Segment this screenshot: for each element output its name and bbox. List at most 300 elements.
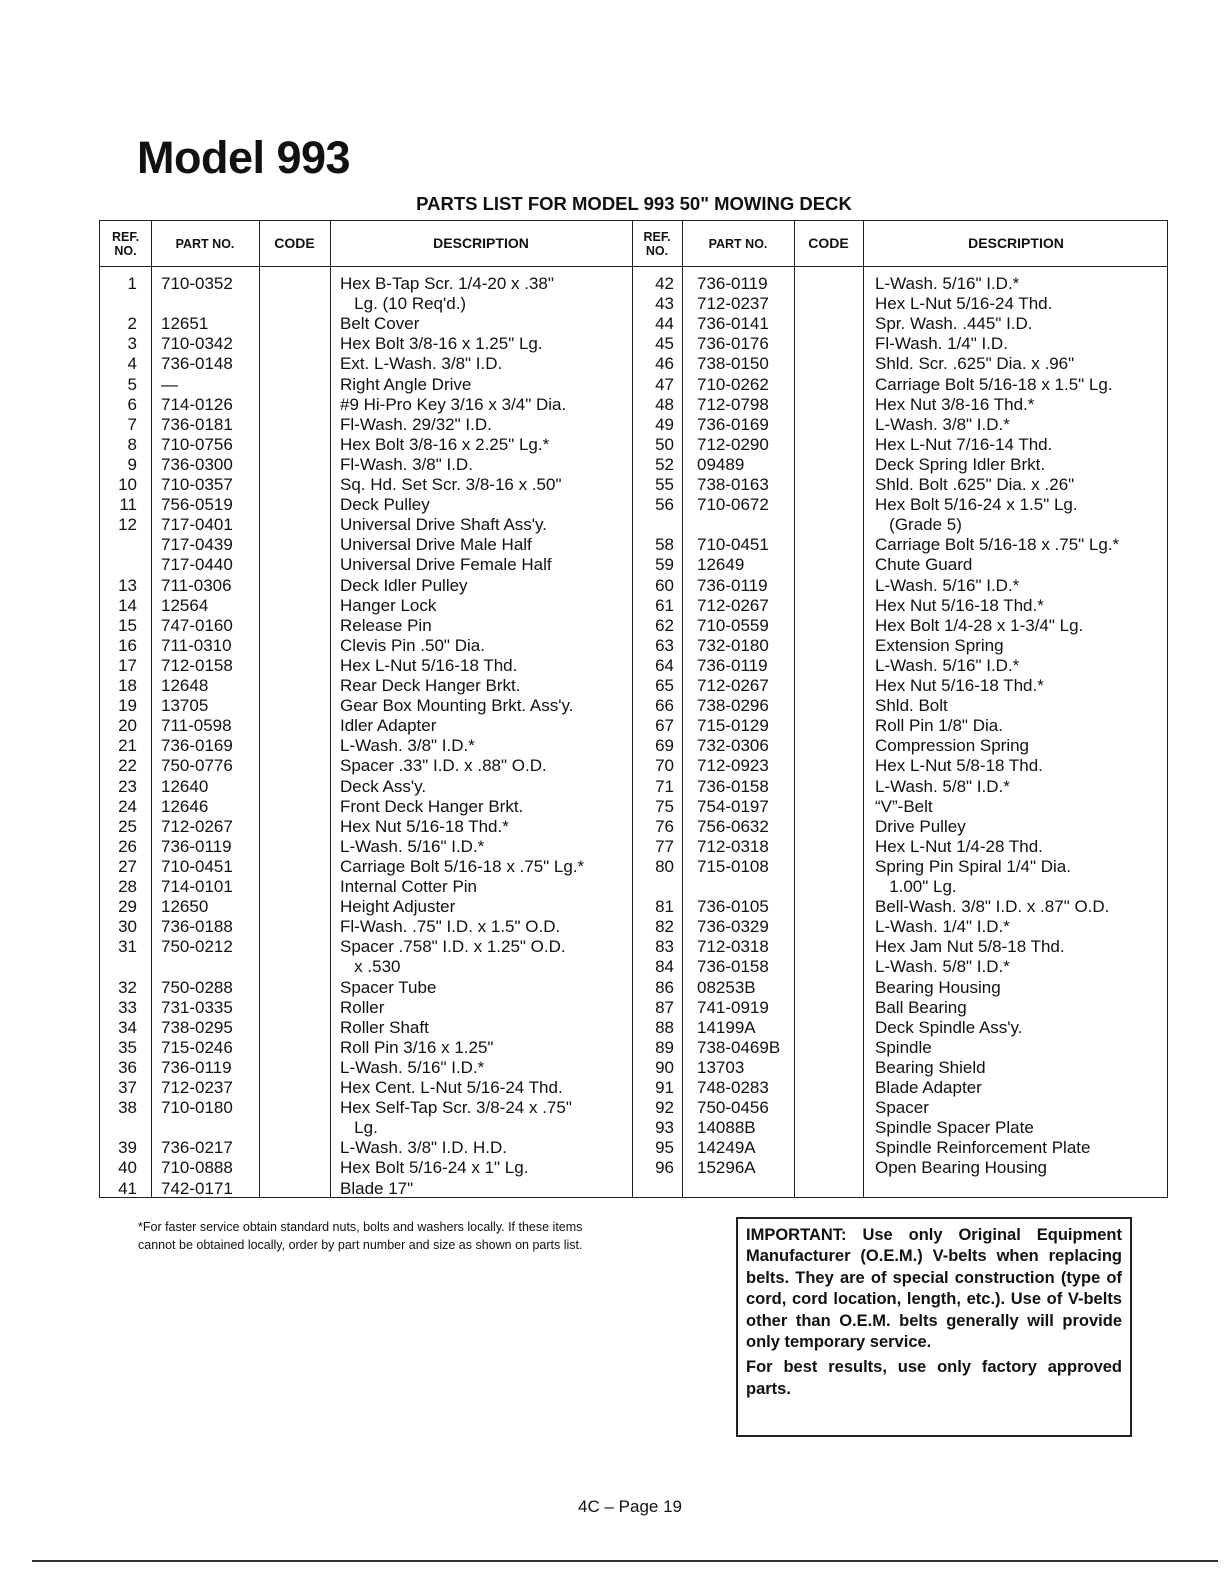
ref-no-cell: 52 [655,454,674,474]
part-no-cell: 712-0923 [697,756,769,776]
part-no-cell: — [161,374,178,394]
table-row [100,978,1167,998]
description-cell: Hex L-Nut 1/4-28 Thd. [875,836,1043,856]
description-cell: Carriage Bolt 5/16-18 x 1.5" Lg. [875,374,1113,394]
table-row [100,1018,1167,1038]
table-row [100,777,1167,797]
description-cell: L-Wash. 5/16" I.D.* [340,1057,485,1077]
description-cell: Hex Bolt 3/8-16 x 1.25" Lg. [340,334,543,354]
part-no-cell: 732-0306 [697,736,769,756]
description-cell: x .530 [340,957,401,977]
ref-no-cell: 16 [118,635,137,655]
ref-no-cell: 89 [655,1037,674,1057]
table-row [100,274,1167,294]
description-cell: Spacer [875,1098,929,1118]
description-cell: Bearing Shield [875,1057,986,1077]
description-cell: “V”-Belt [875,796,933,816]
ref-no-cell: 7 [127,414,137,434]
description-cell: Universal Drive Female Half [340,555,552,575]
part-no-cell: 711-0598 [161,716,232,736]
table-title: PARTS LIST FOR MODEL 993 50" MOWING DECK [416,193,852,214]
ref-no-cell: 66 [655,696,674,716]
description-cell: Right Angle Drive [340,374,472,394]
table-row [100,354,1167,374]
table-row [100,716,1167,736]
description-cell: Drive Pulley [875,816,966,836]
part-no-cell: 742-0171 [161,1178,233,1198]
description-cell: Shld. Bolt [875,696,948,716]
ref-no-cell: 71 [655,776,674,796]
description-cell: L-Wash. 5/16" I.D.* [340,836,485,856]
part-no-cell: 712-0237 [697,294,769,314]
description-cell: Carriage Bolt 5/16-18 x .75" Lg.* [875,535,1120,555]
description-cell: Blade Adapter [875,1078,982,1097]
part-no-cell: 736-0329 [697,917,769,937]
description-cell: Lg. [340,1118,378,1138]
part-no-cell: 736-0148 [161,354,233,374]
ref-no-cell: 28 [118,877,137,896]
part-no-cell: 736-0105 [697,897,769,917]
ref-no-cell: 93 [655,1118,674,1138]
part-no-cell: 736-0119 [697,655,768,675]
description-cell: Hanger Lock [340,595,437,615]
part-no-cell: 712-0318 [697,836,769,856]
ref-no-cell: 31 [118,937,137,957]
ref-no-cell: 77 [655,836,674,856]
part-no-cell: 750-0212 [161,937,233,957]
table-row [100,917,1167,937]
ref-no-cell: 6 [127,394,137,414]
description-cell: Hex Cent. L-Nut 5/16-24 Thd. [340,1078,563,1097]
description-cell: Deck Ass'y. [340,776,427,796]
ref-no-cell: 26 [118,836,137,856]
ref-no-cell: 24 [118,796,137,816]
part-no-cell: 750-0776 [161,756,233,776]
part-no-cell: 736-0300 [161,454,233,474]
description-cell: Shld. Scr. .625" Dia. x .96" [875,354,1075,374]
table-row [100,736,1167,756]
part-no-cell: 741-0919 [697,997,769,1017]
ref-no-cell: 37 [118,1078,137,1097]
description-cell: Spacer .758" I.D. x 1.25" O.D. [340,937,566,957]
description-cell: 1.00" Lg. [875,877,957,896]
ref-no-cell: 56 [655,495,674,515]
table-row [100,555,1167,575]
part-no-cell: 15296A [697,1158,756,1178]
description-cell: L-Wash. 5/8" I.D.* [875,957,1010,977]
table-row [100,576,1167,596]
table-row [100,817,1167,837]
ref-no-cell: 69 [655,736,674,756]
ref-no-cell: 27 [118,856,137,876]
header-code: CODE [274,235,315,251]
table-row [100,314,1167,334]
ref-no-cell: 35 [118,1037,137,1057]
best-results-text: For best results, use only factory approved parts. [746,1358,1122,1398]
description-cell: Lg. (10 Req'd.) [340,294,467,314]
part-no-cell: 736-0141 [697,314,769,334]
part-no-cell: 712-0267 [697,595,769,615]
part-no-cell: 712-0798 [697,394,769,414]
table-row [100,596,1167,616]
part-no-cell: 736-0119 [697,274,768,293]
ref-no-cell: 55 [655,475,674,494]
description-cell: Roll Pin 1/8" Dia. [875,716,1003,736]
part-no-cell: 714-0126 [161,394,233,414]
description-cell: L-Wash. 3/8" I.D. H.D. [340,1138,507,1158]
table-row [100,455,1167,475]
part-no-cell: 14249A [697,1138,756,1158]
description-cell: Hex Bolt 5/16-24 x 1.5" Lg. [875,495,1078,515]
description-cell: Spindle Reinforcement Plate [875,1138,1091,1158]
part-no-cell: 12649 [697,555,745,575]
ref-no-cell: 62 [655,615,674,635]
description-cell: Universal Drive Male Half [340,535,532,555]
description-cell: Gear Box Mounting Brkt. Ass'y. [340,696,574,716]
ref-no-cell: 1 [127,274,137,293]
ref-no-cell: 84 [655,957,674,977]
ref-no-cell: 30 [118,917,137,937]
table-row [100,1078,1167,1098]
ref-no-cell: 67 [655,716,674,736]
part-no-cell: 715-0108 [697,856,769,876]
table-row [100,435,1167,455]
part-no-cell: 13705 [161,696,209,716]
part-no-cell: 710-0357 [161,475,233,494]
important-text: IMPORTANT: Use only Original Equipment Manufacturer (O.E.M.) V-belts when replacing belts. They are of special construction (type of cord, cord location, length, etc.). Use of V-belts other than O.E.M. belts generally will provide only temporary service. [746,1226,1122,1352]
description-cell: Spacer .33" I.D. x .88" O.D. [340,756,547,776]
table-row [100,415,1167,435]
part-no-cell: 736-0119 [697,575,768,595]
part-no-cell: 711-0306 [161,575,232,595]
table-row [100,1098,1167,1118]
description-cell: Spindle [875,1037,932,1057]
part-no-cell: 14088B [697,1118,756,1138]
part-no-cell: 710-0262 [697,374,769,394]
ref-no-cell: 90 [655,1057,674,1077]
ref-no-cell: 82 [655,917,674,937]
ref-no-cell: 2 [127,314,137,334]
page-title: Model 993 [137,132,351,183]
header-divider [100,266,1167,267]
description-cell: #9 Hi-Pro Key 3/16 x 3/4" Dia. [340,394,567,414]
part-no-cell: 736-0119 [161,1057,232,1077]
ref-no-cell: 43 [655,294,674,314]
description-cell: Hex B-Tap Scr. 1/4-20 x .38" [340,274,554,293]
header-ref-no: REF. NO. [643,229,671,258]
header-description: DESCRIPTION [433,235,529,251]
part-no-cell: 14199A [697,1017,756,1037]
ref-no-cell: 75 [655,796,674,816]
part-no-cell: 736-0158 [697,957,769,977]
description-cell: Hex Self-Tap Scr. 3/8-24 x .75" [340,1098,572,1118]
part-no-cell: 717-0401 [161,515,233,535]
part-no-cell: 12650 [161,897,209,917]
description-cell: Hex Bolt 5/16-24 x 1" Lg. [340,1158,529,1178]
ref-no-cell: 60 [655,575,674,595]
table-row [100,1058,1167,1078]
header-description: DESCRIPTION [968,235,1064,251]
ref-no-cell: 44 [655,314,674,334]
part-no-cell: 715-0129 [697,716,769,736]
description-cell: Hex Jam Nut 5/8-18 Thd. [875,937,1065,957]
description-cell: Fl-Wash. 29/32" I.D. [340,414,492,434]
description-cell: Shld. Bolt .625" Dia. x .26" [875,475,1075,494]
part-no-cell: 712-0237 [161,1078,233,1097]
part-no-cell: 710-0756 [161,434,233,454]
part-no-cell: 736-0158 [697,776,769,796]
description-cell: Rear Deck Hanger Brkt. [340,676,521,695]
table-row [100,837,1167,857]
ref-no-cell: 20 [118,716,137,736]
description-cell: Universal Drive Shaft Ass'y. [340,515,547,535]
part-no-cell: 738-0150 [697,354,769,374]
description-cell: Hex Nut 5/16-18 Thd.* [875,676,1044,695]
description-cell: Internal Cotter Pin [340,877,478,896]
description-cell: L-Wash. 5/16" I.D.* [875,575,1020,595]
part-no-cell: 712-0267 [697,676,769,695]
description-cell: Release Pin [340,615,432,635]
ref-no-cell: 49 [655,414,674,434]
ref-no-cell: 63 [655,635,674,655]
ref-no-cell: 14 [118,595,137,615]
description-cell: Ball Bearing [875,997,967,1017]
description-cell: L-Wash. 3/8" I.D.* [875,414,1010,434]
ref-no-cell: 42 [655,274,674,293]
ref-no-cell: 50 [655,434,674,454]
description-cell: Idler Adapter [340,716,437,736]
part-no-cell: 717-0440 [161,555,233,575]
ref-no-cell: 70 [655,756,674,776]
table-row [100,1118,1167,1138]
part-no-cell: 731-0335 [161,997,233,1017]
ref-no-cell: 4 [127,354,137,374]
ref-no-cell: 86 [655,977,674,997]
description-cell: Spindle Spacer Plate [875,1118,1034,1138]
ref-no-cell: 5 [127,374,137,394]
ref-no-cell: 38 [118,1098,137,1118]
description-cell: Spring Pin Spiral 1/4" Dia. [875,856,1071,876]
table-row [100,897,1167,917]
description-cell: Roller [340,997,385,1017]
description-cell: Fl-Wash. 1/4" I.D. [875,334,1008,354]
table-row [100,998,1167,1018]
ref-no-cell: 15 [118,615,137,635]
ref-no-cell: 40 [118,1158,137,1178]
description-cell: Hex Bolt 3/8-16 x 2.25" Lg.* [340,434,550,454]
table-row [100,676,1167,696]
table-row [100,395,1167,415]
ref-no-cell: 17 [118,655,137,675]
part-no-cell: 747-0160 [161,615,233,635]
table-row [100,756,1167,776]
header-part-no: PART NO. [175,236,235,251]
part-no-cell: 12651 [161,314,209,334]
table-row [100,656,1167,676]
description-cell: Carriage Bolt 5/16-18 x .75" Lg.* [340,856,585,876]
part-no-cell: 714-0101 [161,877,233,896]
part-no-cell: 12564 [161,595,209,615]
ref-no-cell: 76 [655,816,674,836]
part-no-cell: 736-0169 [161,736,233,756]
table-row [100,636,1167,656]
ref-no-cell: 10 [118,475,137,494]
table-row [100,475,1167,495]
table-row [100,696,1167,716]
part-no-cell: 12640 [161,776,209,796]
description-cell: L-Wash. 5/16" I.D.* [875,655,1020,675]
part-no-cell: 710-0888 [161,1158,233,1178]
ref-no-cell: 95 [655,1138,674,1158]
description-cell: L-Wash. 5/8" I.D.* [875,776,1010,796]
ref-no-cell: 3 [127,334,137,354]
table-row [100,535,1167,555]
part-no-cell: 732-0180 [697,635,769,655]
part-no-cell: 710-0342 [161,334,233,354]
table-row [100,495,1167,515]
table-row [100,1179,1167,1199]
header-part-no: PART NO. [708,236,768,251]
description-cell: Deck Spring Idler Brkt. [875,454,1046,474]
ref-no-cell: 32 [118,977,137,997]
description-cell: Hex L-Nut 5/16-24 Thd. [875,294,1053,314]
description-cell: Clevis Pin .50" Dia. [340,635,485,655]
header-ref-no: REF. NO. [111,229,140,258]
part-no-cell: 738-0469B [697,1037,781,1057]
part-no-cell: 748-0283 [697,1078,769,1097]
part-no-cell: 710-0672 [697,495,769,515]
description-cell: L-Wash. 1/4" I.D.* [875,917,1010,937]
part-no-cell: 710-0451 [697,535,769,555]
description-cell: Bell-Wash. 3/8" I.D. x .87" O.D. [875,897,1110,917]
ref-no-cell: 87 [655,997,674,1017]
ref-no-cell: 83 [655,937,674,957]
ref-no-cell: 39 [118,1138,137,1158]
description-cell: (Grade 5) [875,515,962,535]
ref-no-cell: 22 [118,756,137,776]
description-cell: Extension Spring [875,635,1004,655]
part-no-cell: 710-0559 [697,615,769,635]
description-cell: Chute Guard [875,555,973,575]
ref-no-cell: 88 [655,1017,674,1037]
ref-no-cell: 11 [119,495,137,515]
part-no-cell: 712-0267 [161,816,233,836]
description-cell: Hex Nut 5/16-18 Thd.* [875,595,1044,615]
important-notice [736,1217,1132,1437]
part-no-cell: 717-0439 [161,535,233,555]
table-row [100,1158,1167,1178]
ref-no-cell: 8 [127,434,137,454]
ref-no-cell: 13 [118,575,137,595]
table-row [100,515,1167,535]
part-no-cell: 750-0456 [697,1098,769,1118]
part-no-cell: 12646 [161,796,209,816]
ref-no-cell: 64 [655,655,674,675]
description-cell: Compression Spring [875,736,1030,756]
part-no-cell: 712-0290 [697,434,769,454]
ref-no-cell: 61 [655,595,674,615]
ref-no-cell: 81 [655,897,674,917]
part-no-cell: 710-0352 [161,274,233,293]
ref-no-cell: 21 [118,736,137,756]
ref-no-cell: 19 [118,696,137,716]
ref-no-cell: 96 [655,1158,674,1178]
description-cell: Hex L-Nut 5/8-18 Thd. [875,756,1043,776]
ref-no-cell: 18 [118,676,137,695]
part-no-cell: 711-0310 [161,635,232,655]
part-no-cell: 738-0296 [697,696,769,716]
ref-no-cell: 45 [655,334,674,354]
ref-no-cell: 29 [118,897,137,917]
description-cell: Hex Bolt 1/4-28 x 1-3/4" Lg. [875,615,1084,635]
ref-no-cell: 65 [655,676,674,695]
bottom-rule [32,1560,1218,1562]
part-no-cell: 710-0180 [161,1098,233,1118]
description-cell: Belt Cover [340,314,420,334]
ref-no-cell: 12 [118,515,137,535]
part-no-cell: 736-0181 [161,414,233,434]
ref-no-cell [632,515,674,535]
description-cell: Open Bearing Housing [875,1158,1048,1178]
ref-no-cell: 91 [655,1078,674,1097]
description-cell: Fl-Wash. .75" I.D. x 1.5" O.D. [340,917,561,937]
table-row [100,1138,1167,1158]
description-cell: Deck Pulley [340,495,430,515]
table-row [100,797,1167,817]
description-cell: Sq. Hd. Set Scr. 3/8-16 x .50" [340,475,562,494]
description-cell: L-Wash. 3/8" I.D.* [340,736,475,756]
ref-no-cell: 58 [655,535,674,555]
description-cell: Deck Idler Pulley [340,575,468,595]
table-row [100,616,1167,636]
part-no-cell: 736-0188 [161,917,233,937]
part-no-cell: 736-0176 [697,334,769,354]
part-no-cell: 754-0197 [697,796,769,816]
description-cell: Deck Spindle Ass'y. [875,1017,1023,1037]
description-cell: Fl-Wash. 3/8" I.D. [340,454,473,474]
ref-no-cell: 80 [655,856,674,876]
description-cell: Roll Pin 3/16 x 1.25" [340,1037,494,1057]
table-row [100,877,1167,897]
part-no-cell: 715-0246 [161,1037,233,1057]
part-no-cell: 736-0169 [697,414,769,434]
ref-no-cell: 59 [655,555,674,575]
header-code: CODE [808,235,849,251]
table-row [100,294,1167,314]
description-cell: Hex Nut 3/8-16 Thd.* [875,394,1035,414]
part-no-cell: 738-0295 [161,1017,233,1037]
ref-no-cell: 34 [118,1017,137,1037]
description-cell: Roller Shaft [340,1017,429,1037]
description-cell: Hex L-Nut 5/16-18 Thd. [340,655,518,675]
part-no-cell: 738-0163 [697,475,769,494]
table-row [100,937,1167,957]
description-cell: Bearing Housing [875,977,1001,997]
ref-no-cell: 46 [655,354,674,374]
footnote: *For faster service obtain standard nuts, bolts and washers locally. If these items cannot be obtained locally, order by part number and size as shown on parts list. [138,1220,583,1252]
description-cell: Ext. L-Wash. 3/8" I.D. [340,354,503,374]
ref-no-cell: 41 [118,1178,137,1198]
description-cell: Hex Nut 5/16-18 Thd.* [340,816,509,836]
part-no-cell: 09489 [697,454,745,474]
ref-no-cell: 92 [655,1098,674,1118]
description-cell: Spacer Tube [340,977,437,997]
table-row [100,1038,1167,1058]
part-no-cell: 12648 [161,676,209,695]
part-no-cell: 750-0288 [161,977,233,997]
description-cell: Hex L-Nut 7/16-14 Thd. [875,434,1053,454]
ref-no-cell [632,877,674,897]
